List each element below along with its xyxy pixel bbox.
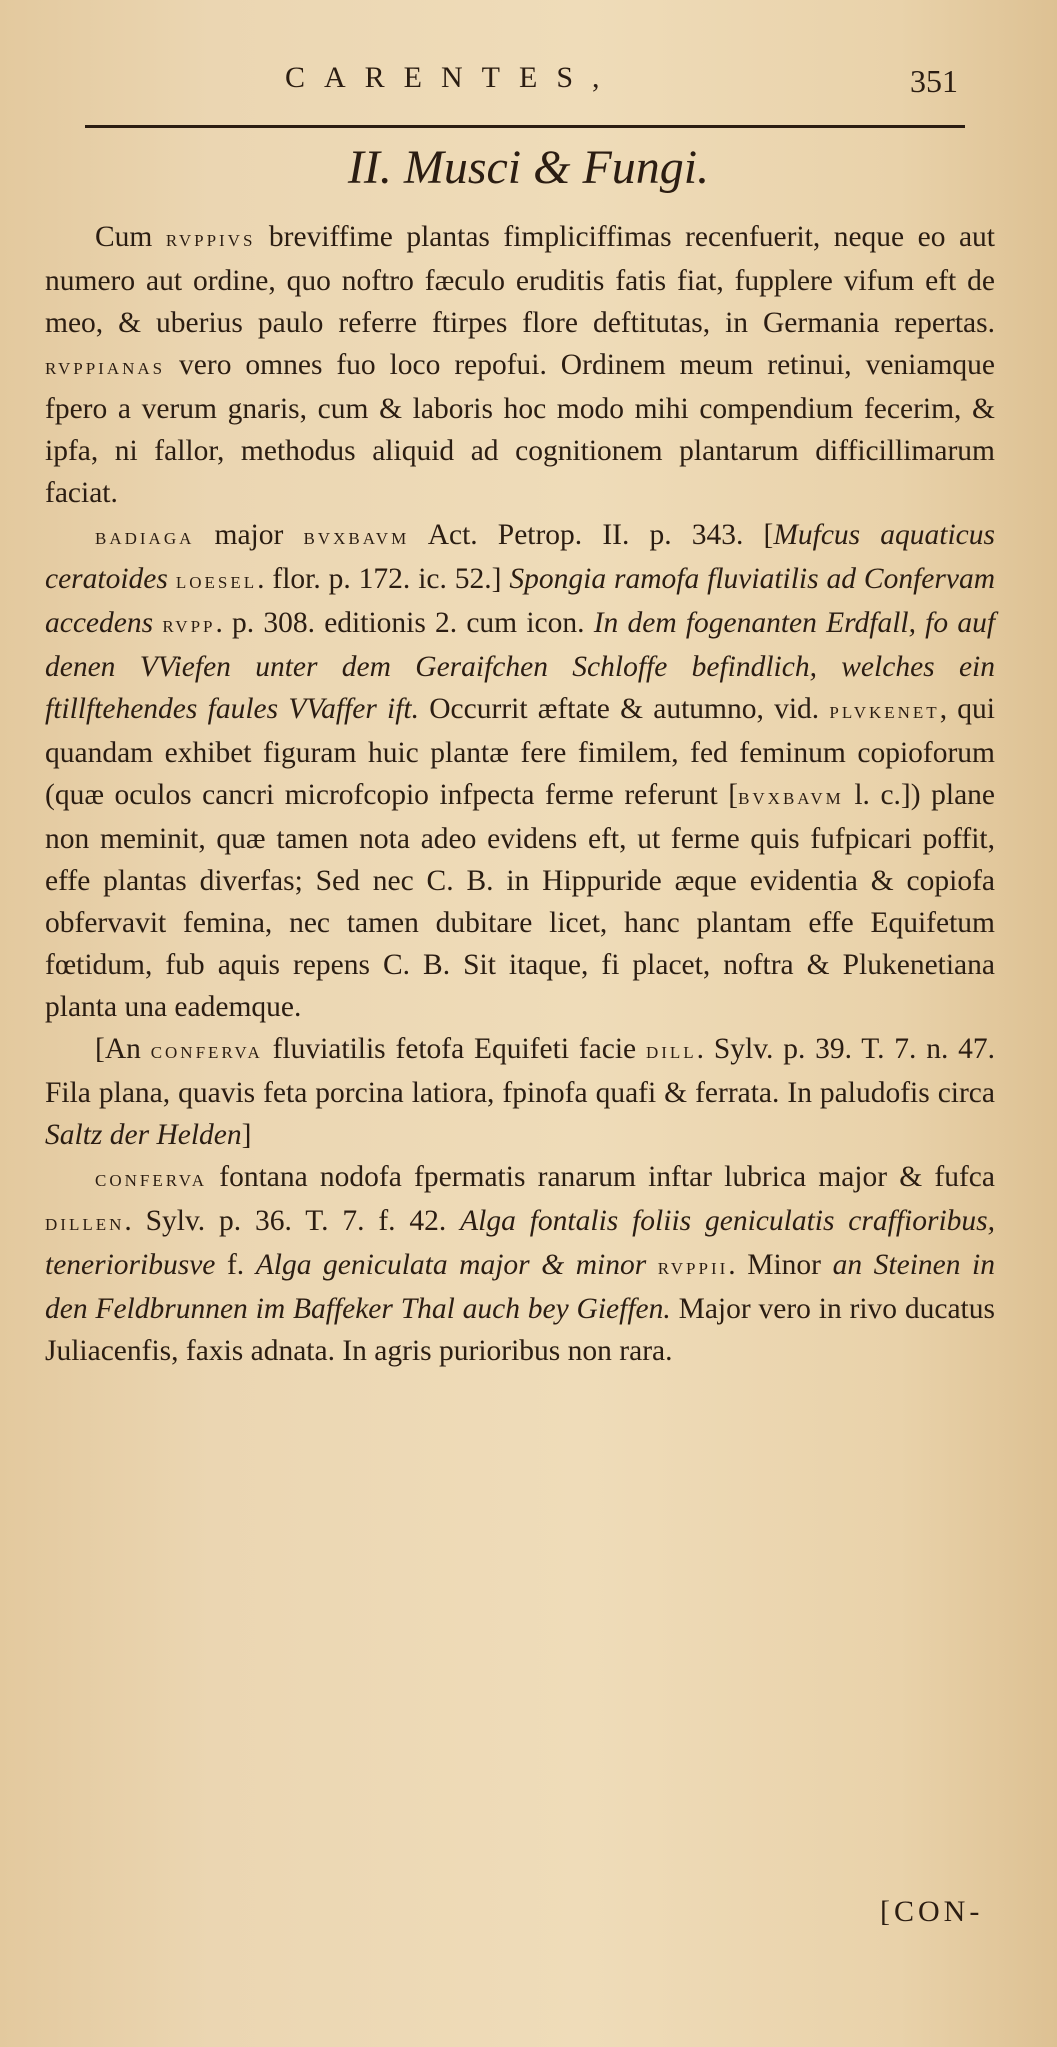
small-caps-name: conferva <box>150 1038 263 1064</box>
text-run: . flor. p. 172. ic. 52.] <box>257 563 510 595</box>
small-caps-name: rvppii <box>657 1254 729 1280</box>
text-run: fontana nodofa fpermatis ranarum inftar lubrica major & fufca <box>207 1161 995 1193</box>
text-run: fluviatilis fetofa Equifeti facie <box>262 1033 646 1065</box>
text-run: major <box>194 519 304 551</box>
paragraph-intro <box>45 216 995 514</box>
paragraph-conferva-fluviatilis <box>45 1028 995 1156</box>
small-caps-name: bvxbavm <box>738 784 844 810</box>
italic-text: Mufcus aquaticus ceratoides <box>45 519 996 595</box>
italic-text: Saltz der Helden <box>45 1119 242 1151</box>
page-number: 351 <box>910 63 958 99</box>
text-run: f. <box>215 1249 256 1281</box>
text-run: . Sylv. p. 36. T. 7. f. 42. <box>124 1205 461 1237</box>
small-caps-name: badiaga <box>95 524 195 550</box>
small-caps-name: rvppivs <box>165 226 256 252</box>
text-run: [An <box>95 1033 151 1065</box>
italic-text: In dem fogenanten Erdfall, fo auf denen VViefen unter dem Geraifchen Schloffe befindlich, welches ein ftillftehendes faules VVaffer ift. <box>45 607 996 725</box>
text-run: ] <box>241 1119 252 1151</box>
italic-text: Spongia ramofa fluviatilis ad Confervam accedens <box>45 563 995 639</box>
page-header <box>0 55 1057 115</box>
text-run: . Sylv. p. 39. T. 7. n. 47. Fila plana, quavis feta porcina latiora, fpinofa quafi & ferrata. In paludofis circa <box>45 1033 996 1109</box>
text-run <box>168 563 176 595</box>
text-run <box>646 1249 658 1281</box>
small-caps-name: rvppianas <box>45 354 166 380</box>
text-run: l. c.]) plane non meminit, quæ tamen nota adeo evidens eft, ut ferme quis fufpicari poffit, effe plantas diverfas; Sed nec C. B. in Hippuride æque evidentia & copiofa obfervavit femina, nec tamen dubitare licet, hanc plantam effe Equifetum fœtidum, fub aquis repens C. B. Sit itaque, fi placet, noftra & Plukenetiana planta una eademque. <box>45 779 996 1023</box>
text-run: Act. Petrop. II. p. 343. [ <box>409 519 774 551</box>
small-caps-name: dill <box>645 1038 697 1064</box>
small-caps-name: conferva <box>95 1166 208 1192</box>
small-caps-name: dillen <box>45 1210 125 1236</box>
text-run: . p. 308. editionis 2. cum icon. <box>215 607 594 639</box>
text-run <box>153 607 162 639</box>
text-run: Cum <box>95 221 166 253</box>
section-title: II. Musci & Fungi. <box>347 141 710 194</box>
italic-text: an Steinen in den Feldbrunnen im Baffeker Thal auch bey Gieffen. <box>45 1249 996 1325</box>
running-head: CARENTES, <box>285 61 619 94</box>
small-caps-name: plvkenet <box>829 698 940 724</box>
text-run: Major vero in rivo ducatus Juliacenfis, faxis adnata. In agris purioribus non rara. <box>45 1293 995 1367</box>
text-run: breviffime plantas fimpliciffimas recenfuerit, neque eo aut numero aut ordine, quo noftro fæculo eruditis fatis fiat, fupplere vifum eft de meo, & uberius paulo referre ftirpes flore deftitutas, in Germania repertas. <box>45 221 995 339</box>
small-caps-name: bvxbavm <box>303 524 410 550</box>
italic-text: Alga geniculata major & minor <box>255 1249 647 1281</box>
paragraph-badiaga <box>45 514 995 1028</box>
small-caps-name: loesel <box>175 568 258 594</box>
paragraph-conferva-fontana <box>45 1156 995 1372</box>
text-run: Occurrit æftate & autumno, vid. <box>419 693 830 725</box>
italic-text: Alga fontalis foliis geniculatis craffioribus, tenerioribusve <box>45 1205 996 1281</box>
text-run: vero omnes fuo loco repofui. Ordinem meum retinui, veniamque fpero a verum gnaris, cum & laboris hoc modo mihi compendium fecerim, & ipfa, ni fallor, methodus aliquid ad cognitionem plantarum difficillimarum faciat. <box>45 349 995 509</box>
header-rule <box>85 125 965 128</box>
text-run: . Minor <box>728 1249 833 1281</box>
body-text <box>45 216 995 1372</box>
text-run: , qui quandam exhibet figuram huic plantæ fere fimilem, fed feminum copioforum (quæ oculos cancri microfcopio infpecta ferme referunt [ <box>45 693 995 811</box>
catchword: [CON- <box>880 1895 984 1928</box>
small-caps-name: rvpp <box>162 612 216 638</box>
